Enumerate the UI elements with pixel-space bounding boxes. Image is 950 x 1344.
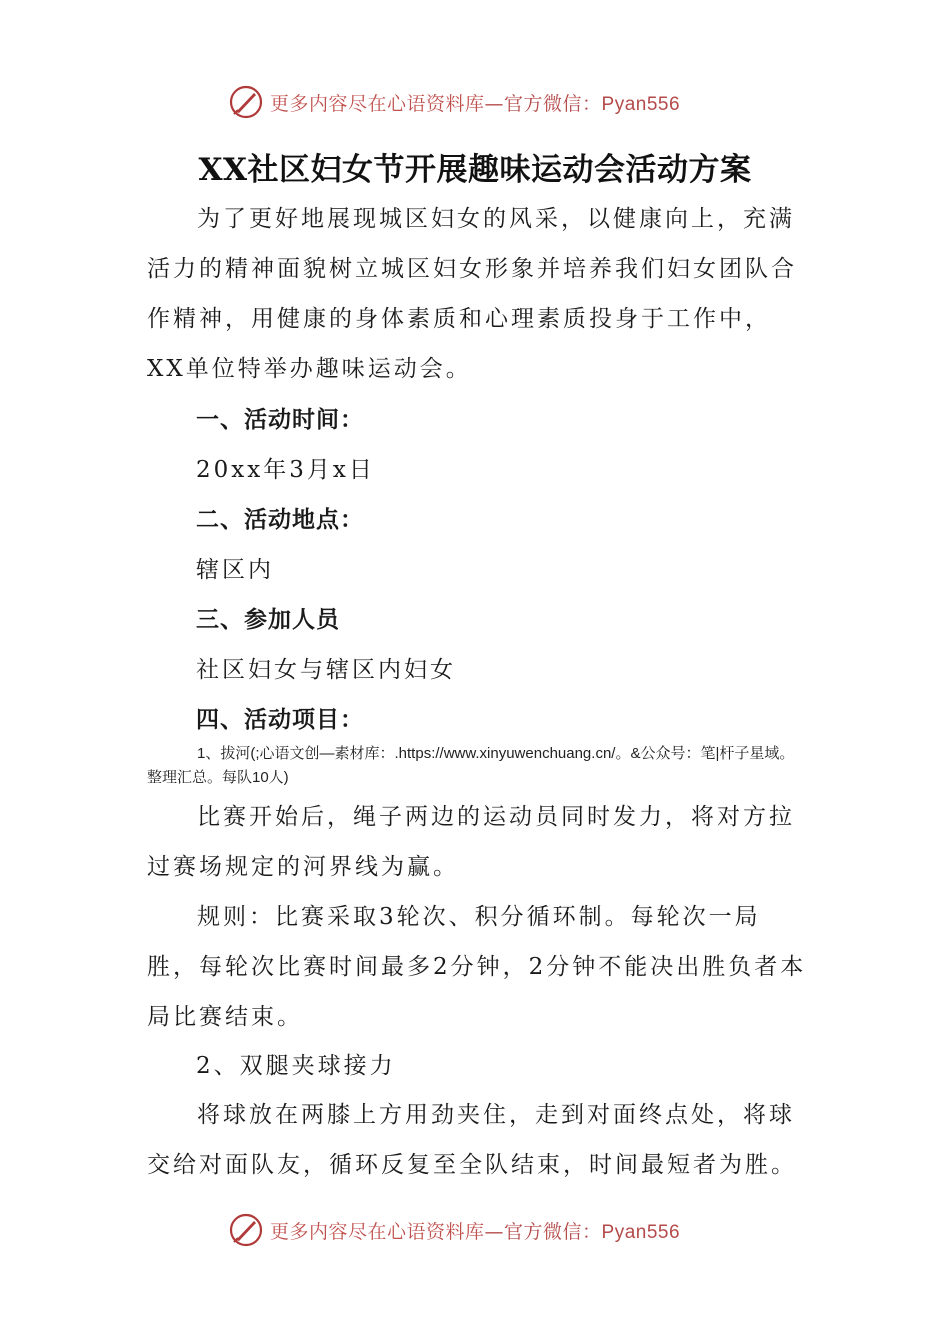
item2-description: 将球放在两膝上方用劲夹住，走到对面终点处，将球交给对面队友，循环反复至全队结束，时间最短者为胜。 <box>147 1102 797 1178</box>
people-heading: 三、参加人员 <box>196 607 340 633</box>
banner-text <box>270 89 680 116</box>
time-heading: 一、活动时间： <box>196 407 364 433</box>
banner-wechat-id: Pyan556 <box>601 1221 681 1243</box>
banner-brand: 更多内容尽在心语资料库 <box>270 92 485 115</box>
people-value: 社区妇女与辖区内妇女 <box>196 657 456 683</box>
items-heading: 四、活动项目： <box>196 707 364 733</box>
item1-title-note: 1、拔河(;心语文创—素材库：.https://www.xinyuwenchuang.cn/。&公众号：笔|杆子星域。整理汇总。每队10人) <box>147 745 795 786</box>
banner-wechat-label: 官方微信： <box>504 92 602 115</box>
banner-wechat-id: Pyan556 <box>601 93 681 115</box>
time-value: 20xx年3月x日 <box>196 457 375 483</box>
banner-wechat-label: 官方微信： <box>504 1220 602 1243</box>
banner-text <box>270 1217 680 1244</box>
footer-watermark-banner <box>228 1210 728 1250</box>
intro-paragraph: 为了更好地展现城区妇女的风采，以健康向上，充满活力的精神面貌树立城区妇女形象并培养我们妇女团队合作精神，用健康的身体素质和心理素质投身于工作中，XX单位特举办趣味运动会。 <box>147 206 797 382</box>
banner-dash: — <box>484 1220 505 1243</box>
header-watermark-banner <box>228 82 728 122</box>
banner-dash: — <box>484 92 505 115</box>
item1-description: 比赛开始后，绳子两边的运动员同时发力，将对方拉过赛场规定的河界线为赢。 <box>147 804 795 880</box>
place-heading: 二、活动地点： <box>196 507 364 533</box>
banner-brand: 更多内容尽在心语资料库 <box>270 1220 485 1243</box>
document-title: XX社区妇女节开展趣味运动会活动方案 <box>198 152 752 188</box>
item1-rules: 规则：比赛采取3轮次、积分循环制。每轮次一局胜，每轮次比赛时间最多2分钟，2分钟不能决出胜负者本局比赛结束。 <box>147 904 807 1030</box>
item2-title: 2、双腿夹球接力 <box>196 1053 396 1079</box>
quill-logo-icon <box>228 84 264 120</box>
place-value: 辖区内 <box>196 557 274 583</box>
quill-logo-icon <box>228 1212 264 1248</box>
